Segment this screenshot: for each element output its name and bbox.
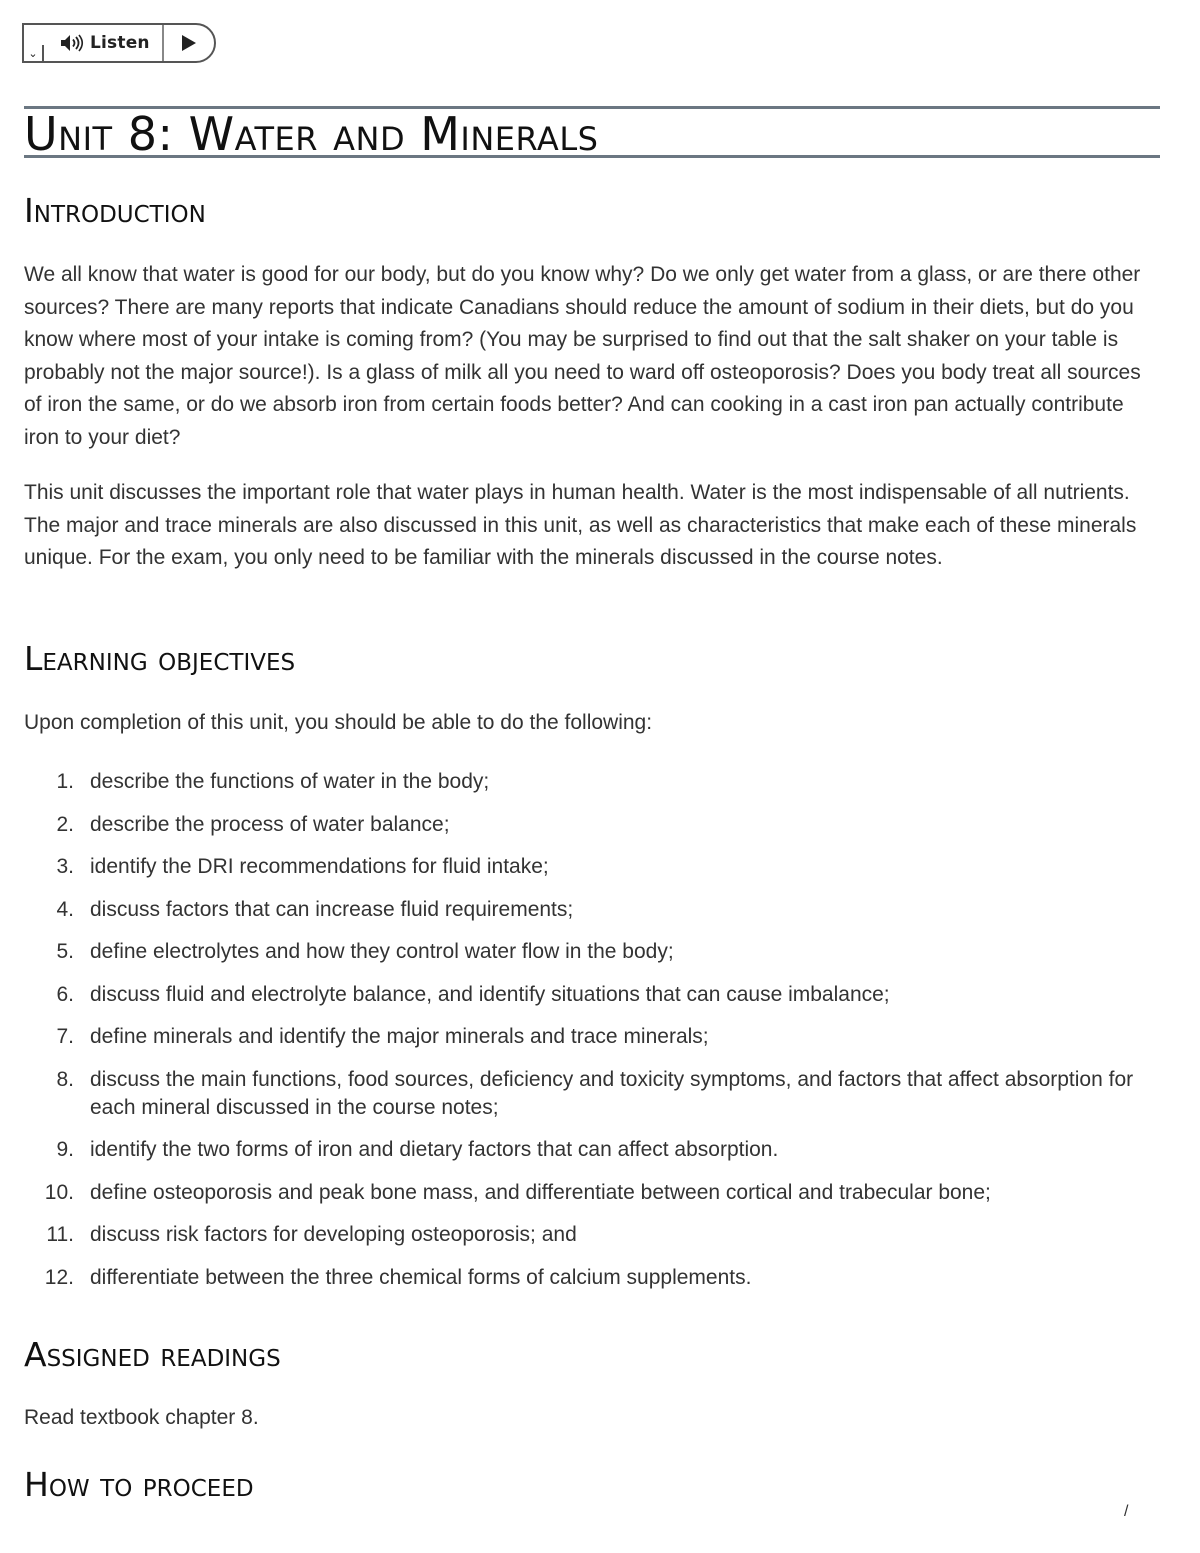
list-item: 2. describe the process of water balance;: [56, 812, 450, 836]
assigned-readings-heading: Assigned readings: [24, 1335, 281, 1374]
list-item: 3. identify the DRI recommendations for fluid intake;: [56, 855, 549, 878]
play-button[interactable]: [164, 25, 214, 61]
speaker-icon: [60, 34, 84, 52]
listen-label: Listen: [90, 33, 150, 53]
introduction-paragraph-1: We all know that water is good for our body, but do you know why? Do we only get water from a glass, or are there other sources? There are many reports that indicate Canadians should reduce the amount of sodium in their diets, but do you know where most of your intake is coming from? (You may be surprised to find out that the salt shaker on your table is probably not the major source!). Is a glass of milk all you need to ward off osteoporosis? Does you body treat all sources of iron the same, or do we absorb iron from certain foods better? And can cooking in a cast iron pan actually contribute iron to your diet?: [24, 263, 1141, 449]
page-number: /: [1124, 1503, 1129, 1520]
list-item: 11. discuss risk factors for developing osteoporosis; and: [46, 1223, 577, 1246]
list-item: 10. define osteoporosis and peak bone mass, and differentiate between cortical and trabecular bone;: [44, 1180, 991, 1204]
learning-objectives-intro: Upon completion of this unit, you should be able to do the following:: [24, 711, 653, 734]
listen-widget: [22, 23, 216, 63]
chevron-down-icon[interactable]: ⌄: [22, 45, 44, 63]
list-item: 9. identify the two forms of iron and dietary factors that can affect absorption.: [56, 1138, 779, 1161]
introduction-paragraph-2: This unit discusses the important role that water plays in human health. Water is the most indispensable of all nutrients. The major and trace minerals are also discussed in this unit, as well as characteristics that make each of these minerals unique. For the exam, you only need to be familiar with the minerals discussed in the course notes.: [24, 481, 1137, 569]
list-item: 6. discuss fluid and electrolyte balance, and identify situations that can cause imbalance;: [56, 982, 890, 1006]
objectives-list: [24, 768, 1134, 1306]
list-item: 4. discuss factors that can increase fluid requirements;: [56, 897, 574, 921]
list-item: 1. describe the functions of water in the body;: [56, 770, 490, 793]
page-title: Unit 8: Water and Minerals: [24, 107, 599, 161]
learning-objectives-heading: Learning objectives: [24, 639, 296, 678]
assigned-readings-text: Read textbook chapter 8.: [24, 1406, 259, 1429]
title-bar: [24, 106, 1160, 161]
list-item: 8. discuss the main functions, food sources, deficiency and toxicity symptoms, and factors that affect absorption for each mineral discussed in the course notes;: [56, 1067, 1134, 1119]
list-item: 5. define electrolytes and how they control water flow in the body;: [56, 940, 674, 963]
list-item: 12. differentiate between the three chemical forms of calcium supplements.: [44, 1265, 752, 1289]
introduction-heading: Introduction: [24, 191, 206, 230]
play-icon: [181, 34, 197, 52]
listen-button[interactable]: [24, 25, 164, 61]
how-to-proceed-heading: How to proceed: [24, 1465, 254, 1504]
list-item: 7. define minerals and identify the major minerals and trace minerals;: [56, 1025, 709, 1048]
